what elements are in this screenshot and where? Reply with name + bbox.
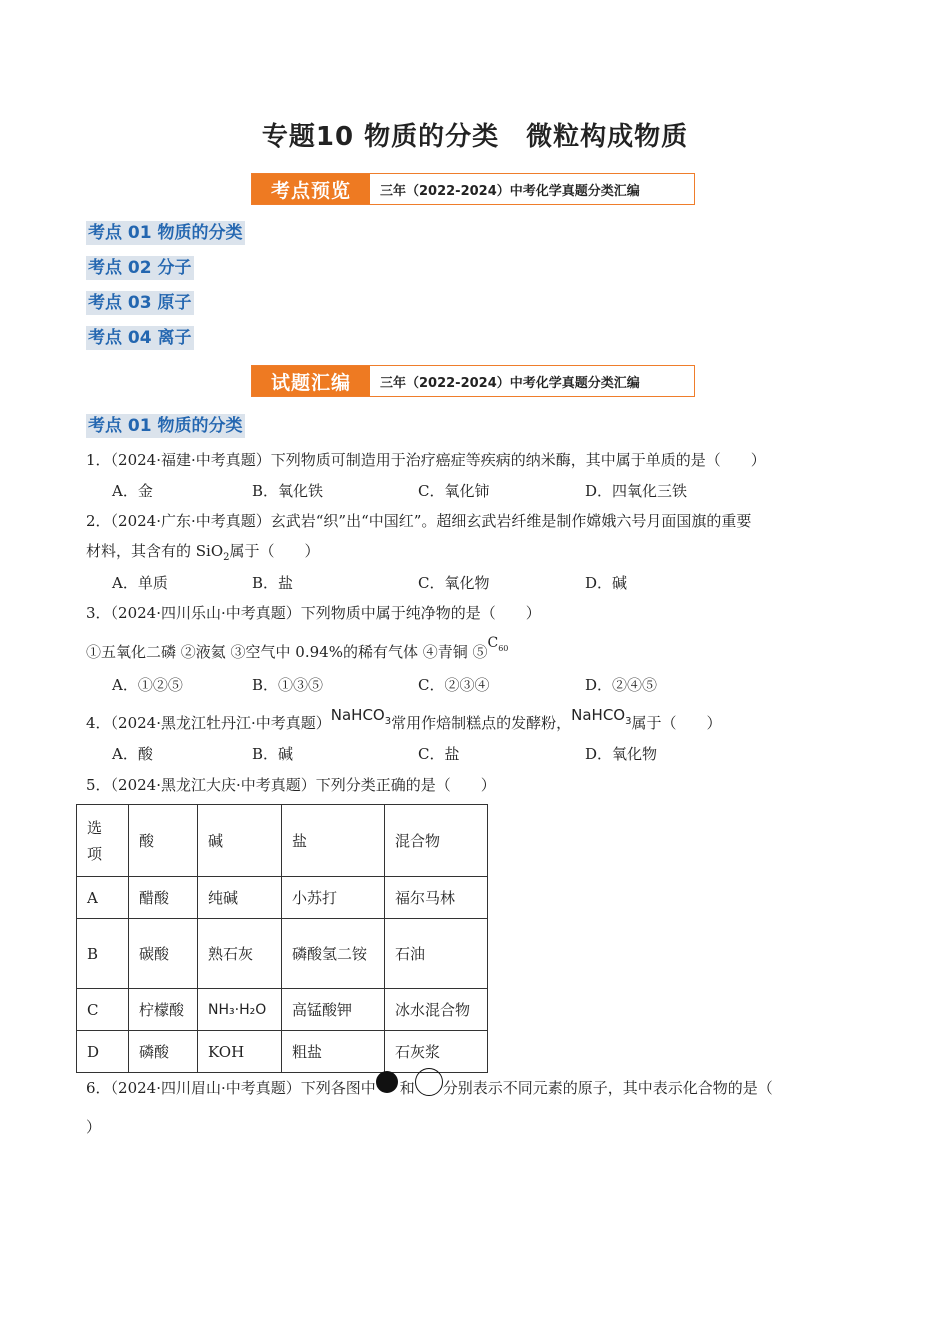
q2-subscript: 2 [223, 552, 230, 563]
table-cell: 石油 [385, 919, 488, 989]
q4-option-a: A．酸 [112, 745, 153, 763]
q2-option-d: D．碱 [585, 574, 628, 592]
table-cell: 福尔马林 [385, 877, 488, 919]
q4-formula-1 [330, 706, 392, 727]
table-header-cell [77, 805, 129, 877]
page-title: 专题10 物质的分类 微粒构成物质 [261, 122, 689, 152]
q3-option-d: D．②④⑤ [585, 676, 658, 694]
banner-exercises [251, 365, 695, 397]
banner-subtitle: 三年（2022-2024）中考化学真题分类汇编 [380, 183, 640, 199]
question-6-stem [86, 1074, 773, 1102]
table-cell: 碳酸 [129, 919, 198, 989]
question-5-stem: 5．（2024·黑龙江大庆·中考真题）下列分类正确的是（ ） [86, 776, 496, 794]
filled-atom-icon [376, 1071, 398, 1093]
q2-option-b: B．盐 [252, 574, 294, 592]
question-1-stem: 1．（2024·福建·中考真题）下列物质可制造用于治疗癌症等疾病的纳米酶，其中属于单质的是（ ） [86, 451, 766, 469]
q4-f2: NaHCO [571, 706, 626, 724]
table-cell: A [77, 877, 129, 919]
table-cell: 小苏打 [282, 877, 385, 919]
table-cell: 冰水混合物 [385, 989, 488, 1031]
section-heading: 考点 01 物质的分类 [88, 416, 243, 436]
q4-prefix: 4．（2024·黑龙江牡丹江·中考真题） [86, 714, 331, 732]
q3-option-a: A．①②⑤ [112, 676, 183, 694]
q3-option-c: C．②③④ [418, 676, 490, 694]
q3-items-text: ①五氧化二磷 ②液氦 ③空气中 0.94%的稀有气体 ④青铜 ⑤ [86, 643, 488, 661]
table-cell: 柠檬酸 [129, 989, 198, 1031]
question-6-close: ） [86, 1118, 102, 1136]
question-4-stem [86, 706, 722, 735]
banner-subtitle: 三年（2022-2024）中考化学真题分类汇编 [380, 375, 640, 391]
toc-item-2[interactable]: 考点 02 分子 [88, 258, 192, 278]
q4-option-d: D．氧化物 [585, 745, 658, 763]
empty-atom-icon [415, 1068, 443, 1096]
toc-item-1[interactable]: 考点 01 物质的分类 [88, 223, 243, 243]
table-header-row [77, 805, 488, 877]
q4-f1-sub: 3 [384, 716, 392, 727]
table-cell: 磷酸 [129, 1031, 198, 1073]
q6-prefix: 6．（2024·四川眉山·中考真题）下列各图中 [86, 1079, 376, 1097]
table-cell: 纯碱 [198, 877, 282, 919]
table-cell: KOH [198, 1031, 282, 1073]
q3-option-b: B．①③⑤ [252, 676, 324, 694]
table-header-cell: 混合物 [385, 805, 488, 877]
q4-suffix: 属于（ ） [631, 714, 722, 732]
toc-item-4[interactable]: 考点 04 离子 [88, 328, 192, 348]
table-cell: B [77, 919, 129, 989]
q1-option-a: A．金 [112, 482, 153, 500]
table-cell: 磷酸氢二铵 [282, 919, 385, 989]
table-cell: 熟石灰 [198, 919, 282, 989]
q4-option-c: C．盐 [418, 745, 460, 763]
table-header-cell: 盐 [282, 805, 385, 877]
table-cell: 粗盐 [282, 1031, 385, 1073]
question-2-stem-line2 [86, 540, 320, 569]
table-cell: C [77, 989, 129, 1031]
table-row [77, 1031, 488, 1073]
q4-mid: 常用作焙制糕点的发酵粉， [391, 714, 572, 732]
q4-f1: NaHCO [330, 706, 385, 724]
table-cell: D [77, 1031, 129, 1073]
q2-option-a: A．单质 [112, 574, 168, 592]
table-cell: 醋酸 [129, 877, 198, 919]
banner-tag: 考点预览 [252, 174, 370, 204]
q2-option-c: C．氧化物 [418, 574, 490, 592]
q6-suffix: 分别表示不同元素的原子，其中表示化合物的是（ [442, 1079, 773, 1097]
table-header-cell: 碱 [198, 805, 282, 877]
table-cell: 石灰浆 [385, 1031, 488, 1073]
c60-symbol [488, 635, 509, 651]
c60-subscript: 60 [498, 643, 509, 653]
question-3-items [86, 635, 509, 670]
q1-option-c: C．氧化铈 [418, 482, 490, 500]
table-cell: 高锰酸钾 [282, 989, 385, 1031]
banner-preview [251, 173, 695, 205]
question-2-stem-line1: 2．（2024·广东·中考真题）玄武岩“织”出“中国红”。超细玄武岩纤维是制作嫦娥六号月面国旗的重要 [86, 512, 752, 530]
c60-c: C [487, 635, 499, 651]
classification-table [76, 804, 488, 1073]
q2-text-end: 属于（ ） [229, 542, 320, 560]
q4-option-b: B．碱 [252, 745, 294, 763]
header-option: 选项 [87, 818, 103, 863]
q4-formula-2 [571, 706, 632, 727]
toc-item-3[interactable]: 考点 03 原子 [88, 293, 192, 313]
table-header-cell: 酸 [129, 805, 198, 877]
q6-and: 和 [399, 1079, 415, 1097]
question-3-stem: 3．（2024·四川乐山·中考真题）下列物质中属于纯净物的是（ ） [86, 604, 541, 622]
q2-text: 材料，其含有的 SiO [86, 542, 224, 560]
q1-option-b: B．氧化铁 [252, 482, 324, 500]
table-row [77, 989, 488, 1031]
banner-tag: 试题汇编 [252, 366, 370, 396]
q1-option-d: D．四氧化三铁 [585, 482, 688, 500]
q4-f2-sub: 3 [625, 716, 632, 727]
table-row [77, 919, 488, 989]
table-cell: NH₃·H₂O [198, 989, 282, 1031]
table-row [77, 877, 488, 919]
